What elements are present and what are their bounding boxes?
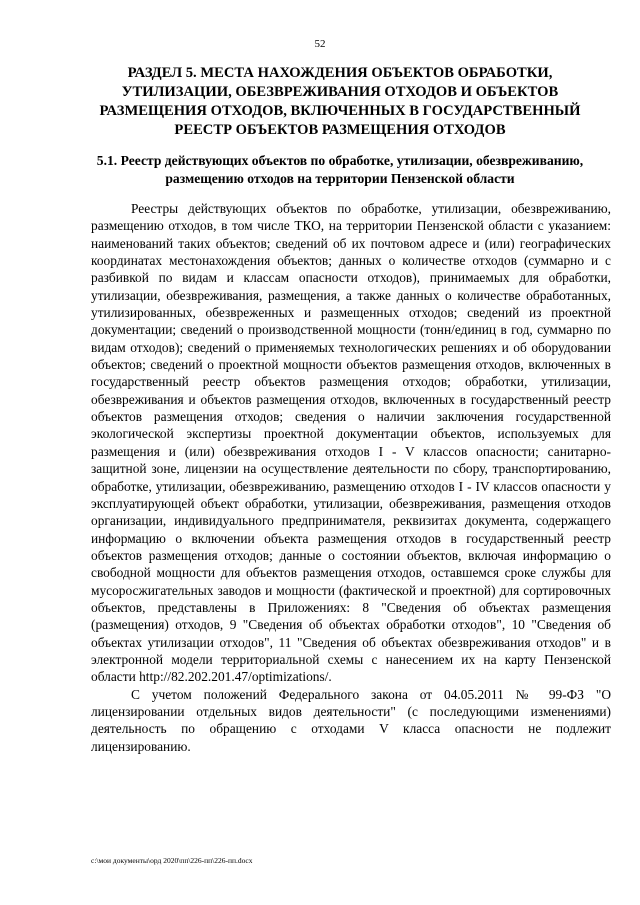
subsection-title: 5.1. Реестр действующих объектов по обработке, утилизации, обезвреживанию, размещению отходов на территории Пензенской области — [96, 153, 584, 186]
footer-file-path: c:\мои документы\орд 2020\пп\226-пп\226-пп.docx — [91, 856, 253, 865]
body-text — [91, 200, 611, 755]
paragraph-licensing: С учетом положений Федерального закона от 04.05.2011 № 99-ФЗ "О лицензировании отдельных видов деятельности" (с последующими изменениями) деятельность по обращению с отходами V класса опасности не подлежит лицензированию. — [91, 686, 611, 754]
page-number: 52 — [314, 38, 326, 50]
paragraph-registry: Реестры действующих объектов по обработке, утилизации, обезвреживанию, размещению отходов, в том числе ТКО, на территории Пензенской области с указанием: наименований таких объектов; сведений об их почтовом адресе и (или) географических координатах местонахождения объектов; данных о количестве отходов (суммарно и с разбивкой по видам и классам опасности отходов), принимаемых для обработки, утилизации, обезвреживания, размещения, а также данных о количестве обработанных, утилизированных, обезвреженных и размещенных отходов; сведений из проектной документации; сведений о производственной мощности (тонн/единиц в год, суммарно по видам отходов); сведений о применяемых технологических решениях и об оборудовании объектов; сведений о проектной мощности объектов размещения отходов, включенных в государственный реестр объектов размещения отходов; обработки, утилизации, обезвреживания и объектов размещения отходов, включенных в государственный реестр объектов размещения отходов; сведения о наличии заключения государственной экологической экспертизы проектной документации объектов, используемых для размещения и (или) обезвреживания отходов I - V классов опасности; санитарно-защитной зоне, лицензии на осуществление деятельности по сбору, транспортированию, обработке, утилизации, обезвреживанию, размещению отходов I - IV классов опасности у эксплуатирующей объект обработки, утилизации, обезвреживания, размещения отходов организации, индивидуального предпринимателя, реквизитах документа, содержащего информацию о включении объекта размещения отходов в государственный реестр объектов размещения отходов; данные о состоянии объектов, включая информацию о свободной мощности для объектов размещения отходов, оставшемся сроке службы для мусоросжигательных заводов и мощности (фактической и проектной) для сортировочных объектов, представлены в Приложениях: 8 "Сведения об объектах размещения (размещения) отходов, 9 "Сведения об объектах обработки отходов", 10 "Сведения об объектах утилизации отходов", 11 "Сведения об объектах обезвреживания отходов" и в электронной модели территориальной схемы с нанесением их на карту Пензенской области http://82.202.201.47/optimizations/. — [91, 201, 611, 685]
section-title: РАЗДЕЛ 5. МЕСТА НАХОЖДЕНИЯ ОБЪЕКТОВ ОБРАБОТКИ, УТИЛИЗАЦИИ, ОБЕЗВРЕЖИВАНИЯ ОТХОДОВ И ОБЪЕКТОВ РАЗМЕЩЕНИЯ ОТХОДОВ, ВКЛЮЧЕННЫХ В ГОСУДАРСТВЕННЫЙ РЕЕСТР ОБЪЕКТОВ РАЗМЕЩЕНИЯ ОТХОДОВ — [99, 65, 581, 138]
